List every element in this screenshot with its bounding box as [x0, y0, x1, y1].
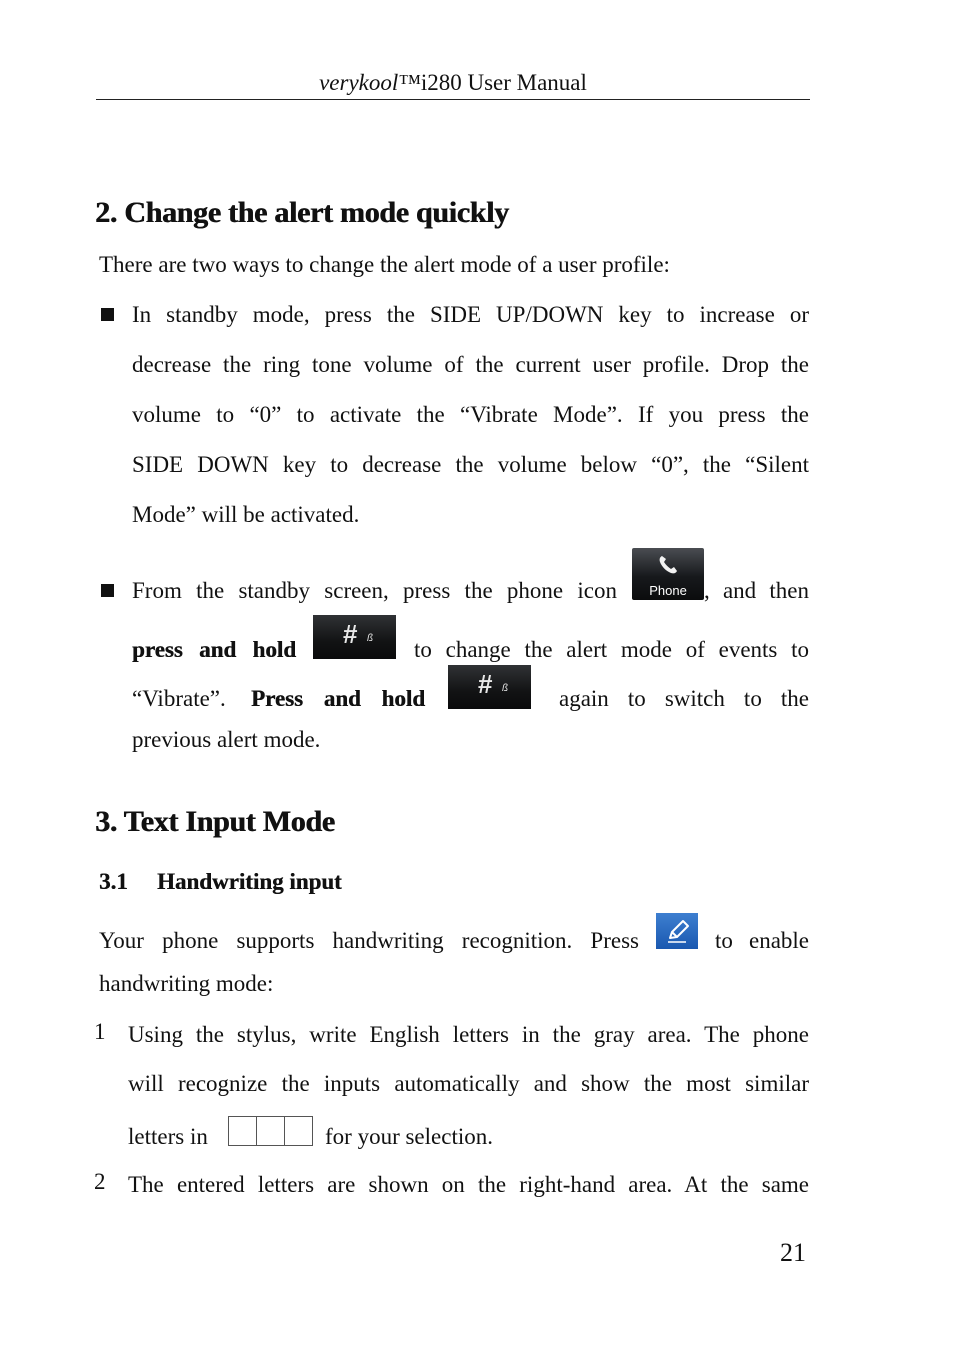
- item1-line-2: will recognize the inputs automatically and show the most similar: [128, 1071, 809, 1096]
- candidate-box: [228, 1116, 256, 1146]
- handwriting-para-line-1: Your phone supports handwriting recognition. Press: [99, 928, 639, 953]
- hash-glyph: #: [343, 619, 358, 649]
- item1-line-3-end: for your selection.: [325, 1124, 493, 1149]
- bullet1-line-4: SIDE DOWN key to decrease the volume below “0”, the “Silent: [132, 452, 809, 477]
- bullet1-line-2: decrease the ring tone volume of the current user profile. Drop the: [132, 352, 809, 377]
- hash-glyph-2: #: [478, 669, 493, 699]
- bullet2-line-2: to change the alert mode of events to: [414, 637, 809, 662]
- section-3-heading: 3. Text Input Mode: [95, 805, 335, 838]
- bullet1-line-3: volume to “0” to activate the “Vibrate Mode”. If you press the: [132, 402, 809, 427]
- press-and-hold-1: press and hold: [132, 637, 296, 662]
- bullet-marker-2: [101, 584, 114, 597]
- pencil-glyph-icon: [664, 917, 692, 945]
- bullet2-line-1-end: , and then: [704, 578, 809, 603]
- list-number-2: 2: [94, 1169, 106, 1194]
- phone-icon-label: Phone: [649, 583, 687, 598]
- handwriting-para-line-1-end: to enable: [715, 928, 809, 953]
- item1-line-3-start: letters in: [128, 1124, 208, 1149]
- hash-key-icon: [313, 615, 396, 659]
- candidate-box: [284, 1116, 313, 1146]
- item1-line-1: Using the stylus, write English letters in the gray area. The phone: [128, 1022, 809, 1047]
- pen-icon: [656, 913, 698, 949]
- list-number-1: 1: [94, 1019, 106, 1044]
- candidate-box: [256, 1116, 284, 1146]
- hash-subglyph-2: ß: [502, 683, 509, 694]
- page-number: 21: [780, 1238, 806, 1267]
- section-2-intro: There are two ways to change the alert mode of a user profile:: [99, 252, 670, 277]
- section-2-heading: 2. Change the alert mode quickly: [95, 196, 509, 229]
- bullet2-line-1: From the standby screen, press the phone icon: [132, 578, 617, 603]
- handwriting-para-line-2: handwriting mode:: [99, 971, 274, 996]
- vibrate-text: “Vibrate”.: [132, 686, 226, 711]
- header-brand: verykool™: [319, 70, 421, 95]
- handset-icon: [657, 554, 679, 576]
- running-header: [96, 66, 810, 100]
- header-title: i280 User Manual: [420, 70, 587, 95]
- bullet1-line-1: In standby mode, press the SIDE UP/DOWN key to increase or: [132, 302, 809, 327]
- hash-subglyph: ß: [367, 633, 374, 644]
- bullet1-line-5: Mode” will be activated.: [132, 502, 360, 527]
- bullet2-line-3: again to switch to the: [559, 686, 809, 711]
- item2-line-1: The entered letters are shown on the right-hand area. At the same: [128, 1172, 809, 1197]
- candidate-letter-boxes: [228, 1116, 313, 1146]
- phone-icon: [632, 548, 704, 600]
- subsection-number: 3.1: [99, 869, 128, 894]
- bullet2-line-4: previous alert mode.: [132, 727, 321, 752]
- subsection-title: Handwriting input: [157, 869, 342, 894]
- hash-key-icon-2: [448, 665, 531, 709]
- bullet-marker-1: [101, 308, 114, 321]
- press-and-hold-2: Press and hold: [251, 686, 425, 711]
